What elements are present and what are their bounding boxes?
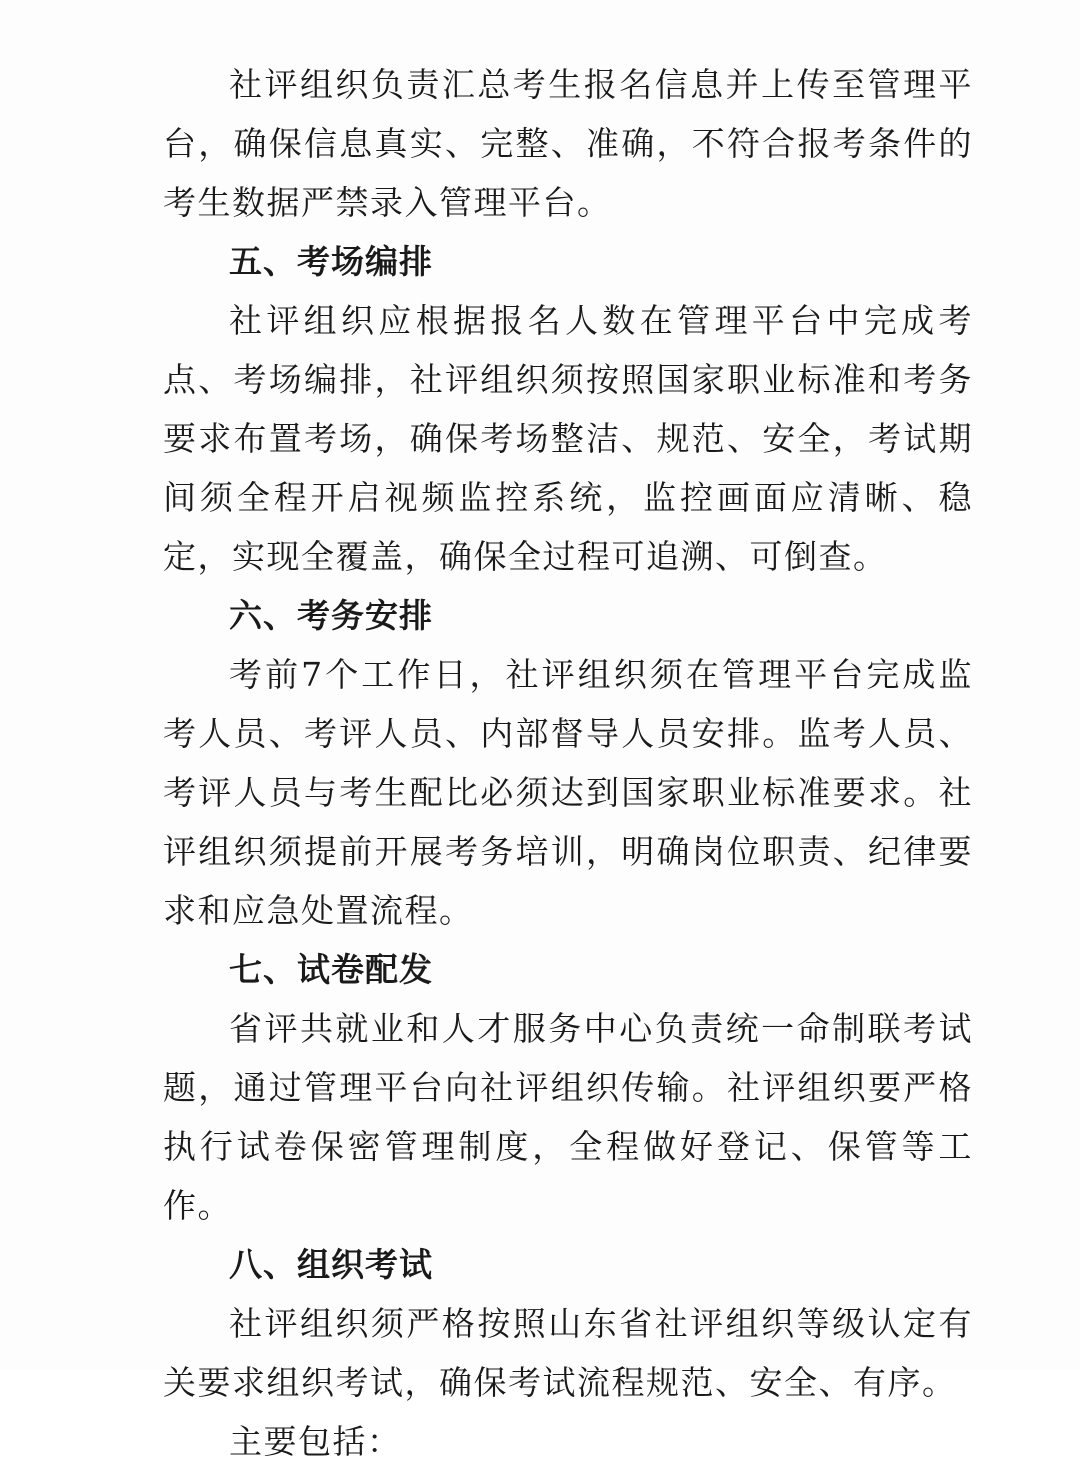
paragraph-paper-distribution: 省评共就业和人才服务中心负责统一命制联考试题，通过管理平台向社评组织传输。社评组织要严格执行试卷保密管理制度，全程做好登记、保管等工作。 — [163, 1009, 973, 1225]
section-heading-6: 六、考务安排 — [229, 596, 433, 635]
document-body — [163, 55, 973, 1471]
paragraph-exam-room-arrangement: 社评组织应根据报名人数在管理平台中完成考点、考场编排，社评组织须按照国家职业标准和考务要求布置考场，确保考场整洁、规范、安全，考试期间须全程开启视频监控系统，监控画面应清晰、稳定，实现全覆盖，确保全过程可追溯、可倒查。 — [163, 301, 973, 576]
section-heading-8: 八、组织考试 — [229, 1245, 433, 1284]
section-heading-5: 五、考场编排 — [229, 242, 433, 281]
paragraph-organize-exam: 社评组织须严格按照山东省社评组织等级认定有关要求组织考试，确保考试流程规范、安全、有序。 — [163, 1304, 973, 1402]
section-heading-7: 七、试卷配发 — [229, 950, 433, 989]
paragraph-exam-affairs: 考前7个工作日，社评组织须在管理平台完成监考人员、考评人员、内部督导人员安排。监考人员、考评人员与考生配比必须达到国家职业标准要求。社评组织须提前开展考务培训，明确岗位职责、纪律要求和应急处置流程。 — [163, 655, 973, 930]
paragraph-main-items: 主要包括： — [229, 1422, 402, 1461]
paragraph-registration-upload: 社评组织负责汇总考生报名信息并上传至管理平台，确保信息真实、完整、准确，不符合报考条件的考生数据严禁录入管理平台。 — [163, 65, 973, 222]
